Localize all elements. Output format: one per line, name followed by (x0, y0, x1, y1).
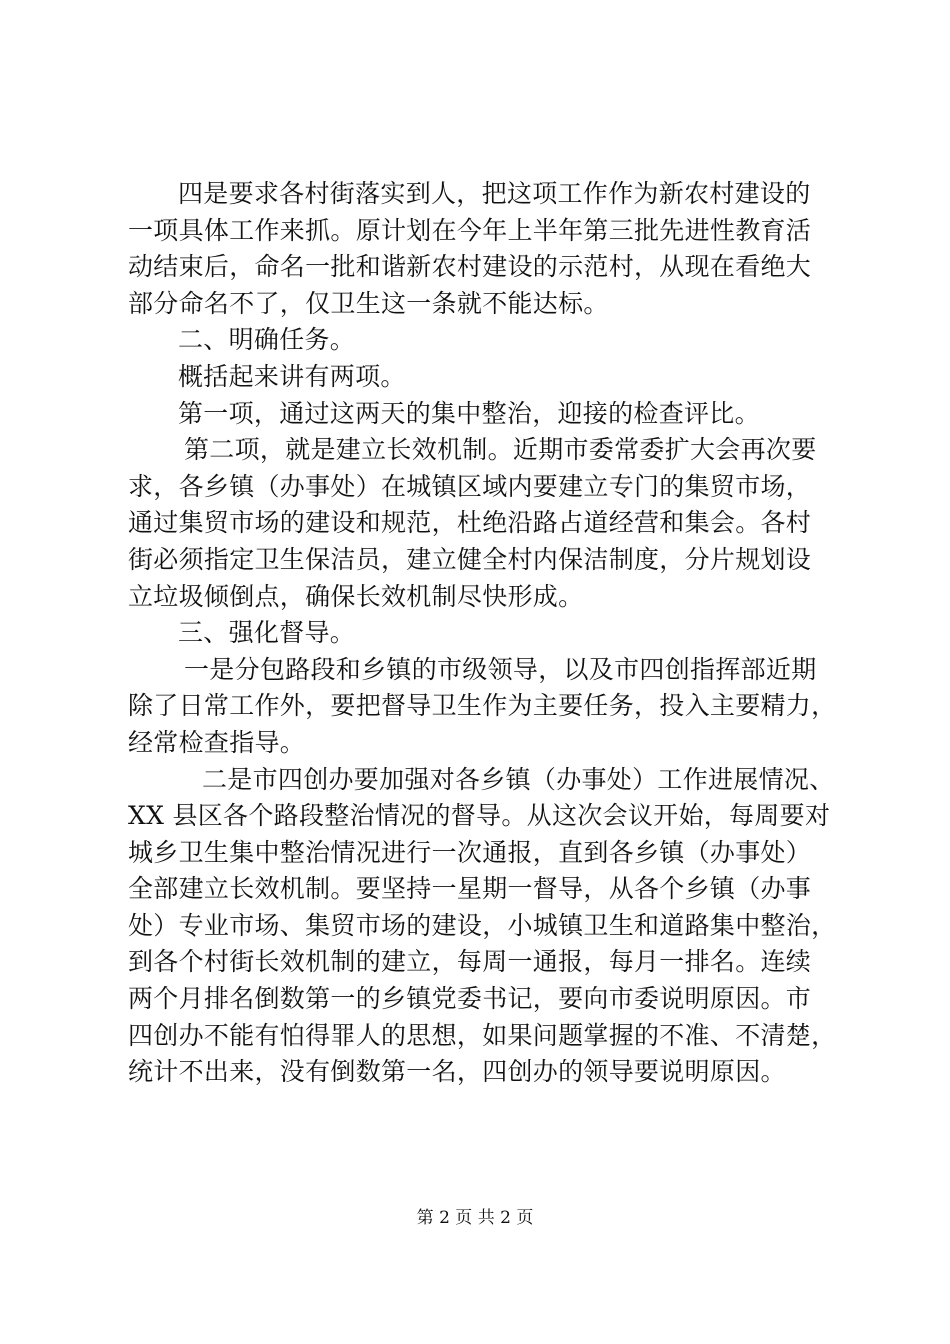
text-line: 四是要求各村街落实到人，把这项工作作为新农村建设的 (178, 179, 811, 208)
text-line: 求，各乡镇（办事处）在城镇区域内要建立专门的集贸市场， (128, 471, 812, 501)
text-line: XX 县区各个路段整治情况的督导。从这次会议开始，每周要对 (128, 801, 831, 831)
text-line: 三、强化督导。 (178, 618, 356, 648)
text-line: 两个月排名倒数第一的乡镇党委书记，要向市委说明原因。市 (128, 984, 812, 1014)
text-line: 动结束后，命名一批和谐新农村建设的示范村，从现在看绝大 (128, 252, 812, 282)
text-line: 全部建立长效机制。要坚持一星期一督导，从各个乡镇（办事 (128, 874, 812, 904)
text-line: 除了日常工作外，要把督导卫生作为主要任务，投入主要精力， (128, 691, 837, 721)
page-footer: 第 2 页 共 2 页 (416, 1208, 534, 1228)
text-line: 经常检查指导。 (128, 727, 306, 757)
text-line: 概括起来讲有两项。 (178, 361, 406, 391)
text-line: 立垃圾倾倒点，确保长效机制尽快形成。 (128, 581, 584, 611)
text-line: 一项具体工作来抓。原计划在今年上半年第三批先进性教育活 (128, 215, 812, 245)
text-line: 街必须指定卫生保洁员，建立健全村内保洁制度，分片规划设 (128, 544, 812, 574)
text-line: 处）专业市场、集贸市场的建设，小城镇卫生和道路集中整治， (128, 910, 837, 940)
text-line: 到各个村街长效机制的建立，每周一通报，每月一排名。连续 (128, 947, 812, 977)
document-body (128, 176, 837, 1091)
text-line: 部分命名不了，仅卫生这一条就不能达标。 (128, 288, 609, 318)
text-line: 统计不出来，没有倒数第一名，四创办的领导要说明原因。 (128, 1057, 786, 1087)
text-line: 通过集贸市场的建设和规范，杜绝沿路占道经营和集会。各村 (128, 508, 812, 538)
text-line: 第一项，通过这两天的集中整治，迎接的检查评比。 (178, 398, 760, 428)
text-line: 城乡卫生集中整治情况进行一次通报，直到各乡镇（办事处） (128, 837, 812, 867)
text-line: 第二项，就是建立长效机制。近期市委常委扩大会再次要 (184, 435, 817, 465)
text-line: 二是市四创办要加强对各乡镇（办事处）工作进展情况、 (202, 764, 835, 794)
text-line: 四创办不能有怕得罪人的思想，如果问题掌握的不准、不清楚， (128, 1020, 837, 1050)
text-line: 二、明确任务。 (178, 325, 356, 355)
text-line: 一是分包路段和乡镇的市级领导，以及市四创指挥部近期 (184, 654, 817, 684)
